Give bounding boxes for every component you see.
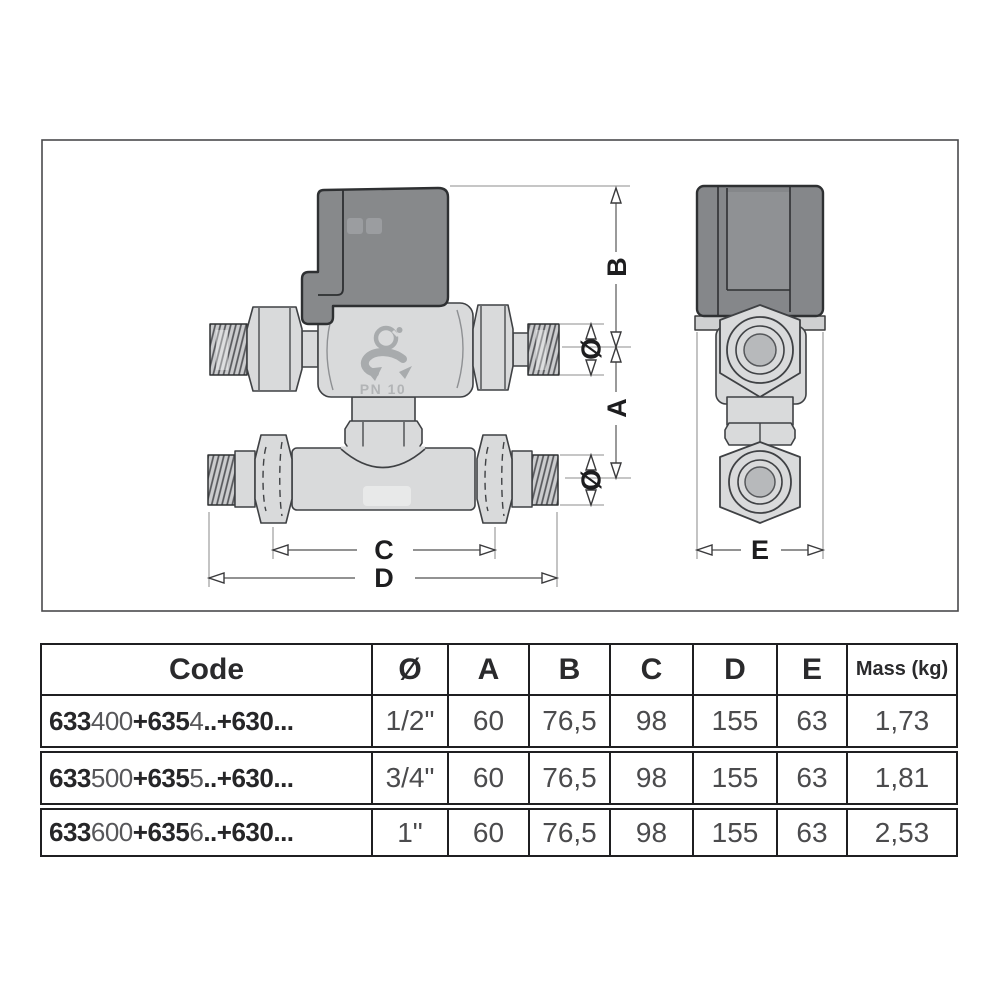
dim-label-c: C [374, 535, 394, 565]
e-cell: 63 [778, 696, 848, 746]
code-segment: ..+630... [203, 817, 294, 847]
c-cell: 98 [611, 810, 694, 855]
code-segment: 633 [49, 762, 91, 793]
code-segment: ..+630... [203, 705, 294, 736]
spec-table [40, 643, 958, 857]
diameter-cell: 1/2" [373, 696, 449, 746]
header-e: E [778, 645, 848, 694]
table-row [40, 694, 958, 748]
b-cell: 76,5 [530, 753, 611, 803]
connector-side [727, 397, 793, 425]
actuator-front [302, 188, 448, 324]
table-row [40, 751, 958, 805]
mass-cell: 1,81 [874, 762, 930, 793]
code-segment: 4 [189, 705, 204, 736]
code-segment: 633 [49, 705, 91, 736]
code-segment: 600 [90, 817, 133, 847]
b-cell: 76,5 [530, 810, 611, 855]
actuator-button [347, 218, 363, 234]
d-cell: 155 [694, 810, 778, 855]
dim-label-e: E [750, 535, 770, 565]
code-cell [42, 810, 373, 855]
header-c: C [611, 645, 694, 694]
c-cell: 98 [611, 696, 694, 746]
actuator-side [697, 186, 823, 316]
diameter-cell: 3/4" [373, 753, 449, 803]
d-cell: 155 [694, 696, 778, 746]
table-row [40, 808, 958, 857]
dim-label-a: A [602, 398, 632, 418]
dim-label-diameter-bottom: Ø [575, 469, 607, 491]
code-segment: 400 [90, 705, 133, 736]
header-d: D [694, 645, 778, 694]
code-segment: 5 [189, 762, 204, 793]
d-cell: 155 [694, 753, 778, 803]
a-cell: 60 [449, 810, 530, 855]
header-a: A [449, 645, 530, 694]
code-segment: 500 [90, 762, 133, 793]
dimension-drawing [40, 138, 960, 614]
lower-union-side [720, 442, 800, 523]
c-cell: 98 [611, 753, 694, 803]
b-cell: 76,5 [530, 696, 611, 746]
mass-cell: 2,53 [874, 816, 930, 848]
code-cell [42, 753, 373, 803]
code-cell [42, 696, 373, 746]
e-cell: 63 [778, 753, 848, 803]
a-cell: 60 [449, 753, 530, 803]
header-code: Code [42, 645, 373, 694]
dim-label-b: B [602, 257, 632, 277]
code-segment: 6 [189, 817, 204, 847]
a-cell: 60 [449, 696, 530, 746]
code-segment: 633 [49, 817, 91, 847]
actuator-button [366, 218, 382, 234]
dim-label-d: D [374, 563, 394, 593]
code-segment: +635 [132, 817, 190, 847]
mass-cell: 1,73 [874, 705, 930, 736]
diameter-cell: 1" [373, 810, 449, 855]
header-diameter: Ø [373, 645, 449, 694]
code-segment: +635 [132, 762, 190, 793]
pn-rating-text: PN 10 [359, 381, 407, 397]
code-segment: ..+630... [203, 762, 294, 793]
dim-label-diameter-top: Ø [575, 338, 607, 360]
e-cell: 63 [778, 810, 848, 855]
header-mass: Mass (kg) [855, 658, 949, 680]
header-b: B [530, 645, 611, 694]
table-header-row [40, 643, 958, 696]
code-segment: +635 [132, 705, 190, 736]
